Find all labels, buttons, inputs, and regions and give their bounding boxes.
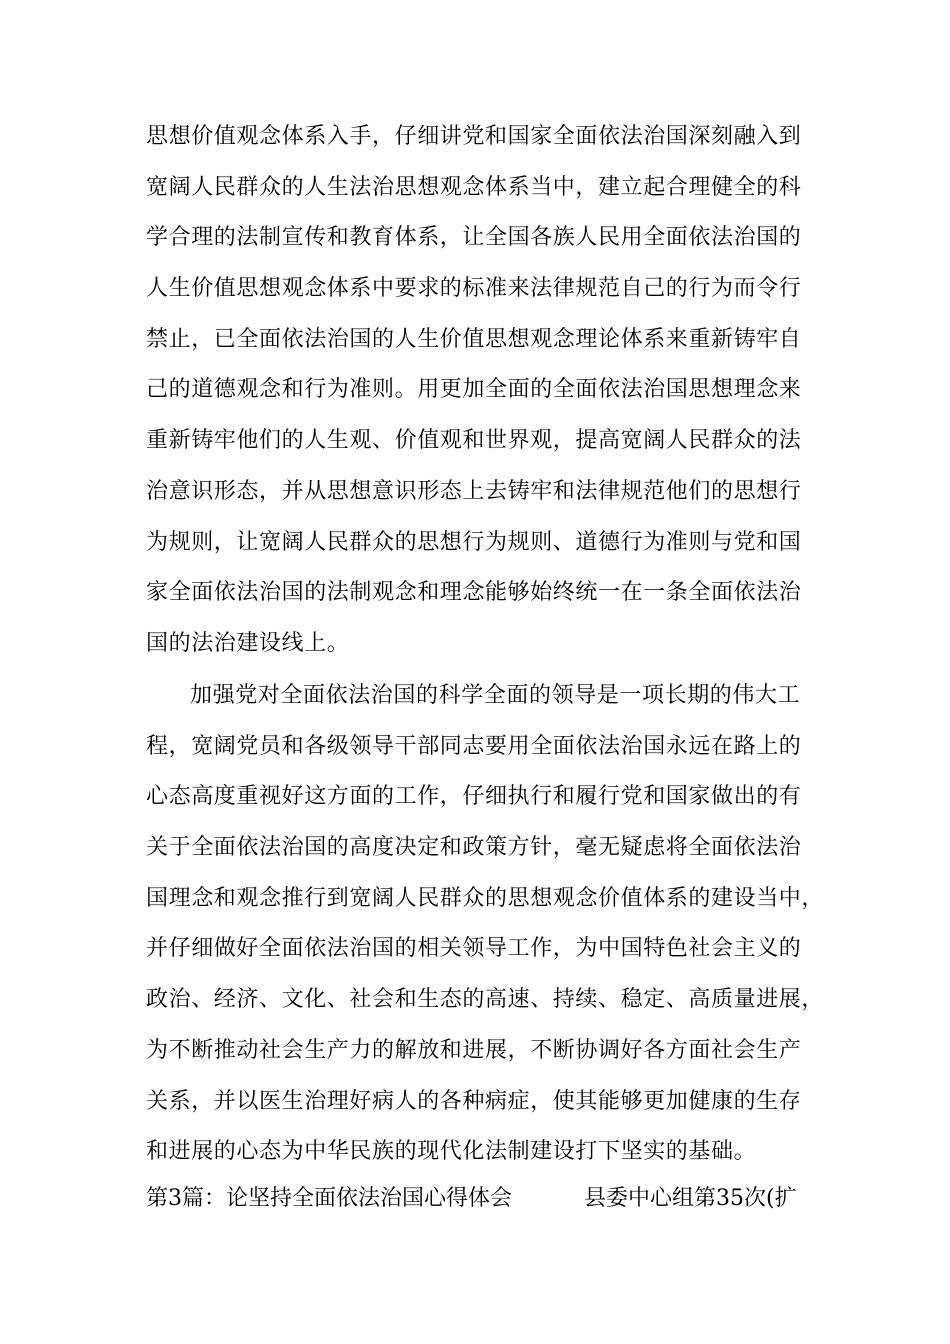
paragraph-line: 己的道德观念和行为准则。用更加全面的全面依法治国思想理念来: [146, 377, 802, 403]
paragraph-line: 为规则，让宽阔人民群众的思想行为规则、道德行为准则与党和国: [146, 529, 802, 555]
paragraph-line: 禁止，已全面依法治国的人生价值思想观念理论体系来重新铸牢自: [146, 326, 802, 352]
paragraph-line: 宽阔人民群众的人生法治思想观念体系当中，建立起合理健全的科: [146, 174, 802, 200]
paragraph-1: [146, 112, 826, 670]
paragraph-line: 人生价值思想观念体系中要求的标准来法律规范自己的行为而令行: [146, 276, 802, 302]
paragraph-2: [146, 671, 826, 1178]
paragraph-line: 关系，并以医生治理好病人的各种病症，使其能够更加健康的生存: [146, 1088, 802, 1114]
paragraph-line: 家全面依法治国的法制观念和理念能够始终统一在一条全面依法治: [146, 580, 802, 606]
paragraph-line: 学合理的法制宣传和教育体系，让全国各族人民用全面依法治国的: [146, 225, 802, 251]
paragraph-line: 国理念和观念推行到宽阔人民群众的思想观念价值体系的建设当中，: [146, 885, 825, 911]
paragraph-line: 并仔细做好全面依法治国的相关领导工作，为中国特色社会主义的: [146, 936, 802, 962]
paragraph-line: 国的法治建设线上。: [146, 630, 350, 656]
paragraph-line: 政治、经济、文化、社会和生态的高速、持续、稳定、高质量进展，: [146, 987, 825, 1013]
paragraph-line: 和进展的心态为中华民族的现代化法制建设打下坚实的基础。: [146, 1139, 757, 1165]
paragraph-line: 治意识形态，并从思想意识形态上去铸牢和法律规范他们的思想行: [146, 478, 802, 504]
paragraph-line: 为不断推动社会生产力的解放和进展，不断协调好各方面社会生产: [146, 1037, 802, 1063]
section-heading-title: 第3篇：论坚持全面依法治国心得体会: [146, 1186, 512, 1211]
section-heading-subtitle: 县委中心组第35次(扩: [584, 1186, 797, 1211]
paragraph-line: 重新铸牢他们的人生观、价值观和世界观，提高宽阔人民群众的法: [146, 428, 802, 454]
paragraph-line: 思想价值观念体系入手，仔细讲党和国家全面依法治国深刻融入到: [146, 124, 802, 149]
section-heading: [146, 1174, 826, 1224]
paragraph-line: 心态高度重视好这方面的工作，仔细执行和履行党和国家做出的有: [146, 784, 802, 810]
paragraph-line: 加强党对全面依法治国的科学全面的领导是一项长期的伟大工: [190, 683, 801, 708]
paragraph-line: 关于全面依法治国的高度决定和政策方针，毫无疑虑将全面依法治: [146, 835, 802, 861]
paragraph-line: 程，宽阔党员和各级领导干部同志要用全面依法治国永远在路上的: [146, 733, 802, 759]
